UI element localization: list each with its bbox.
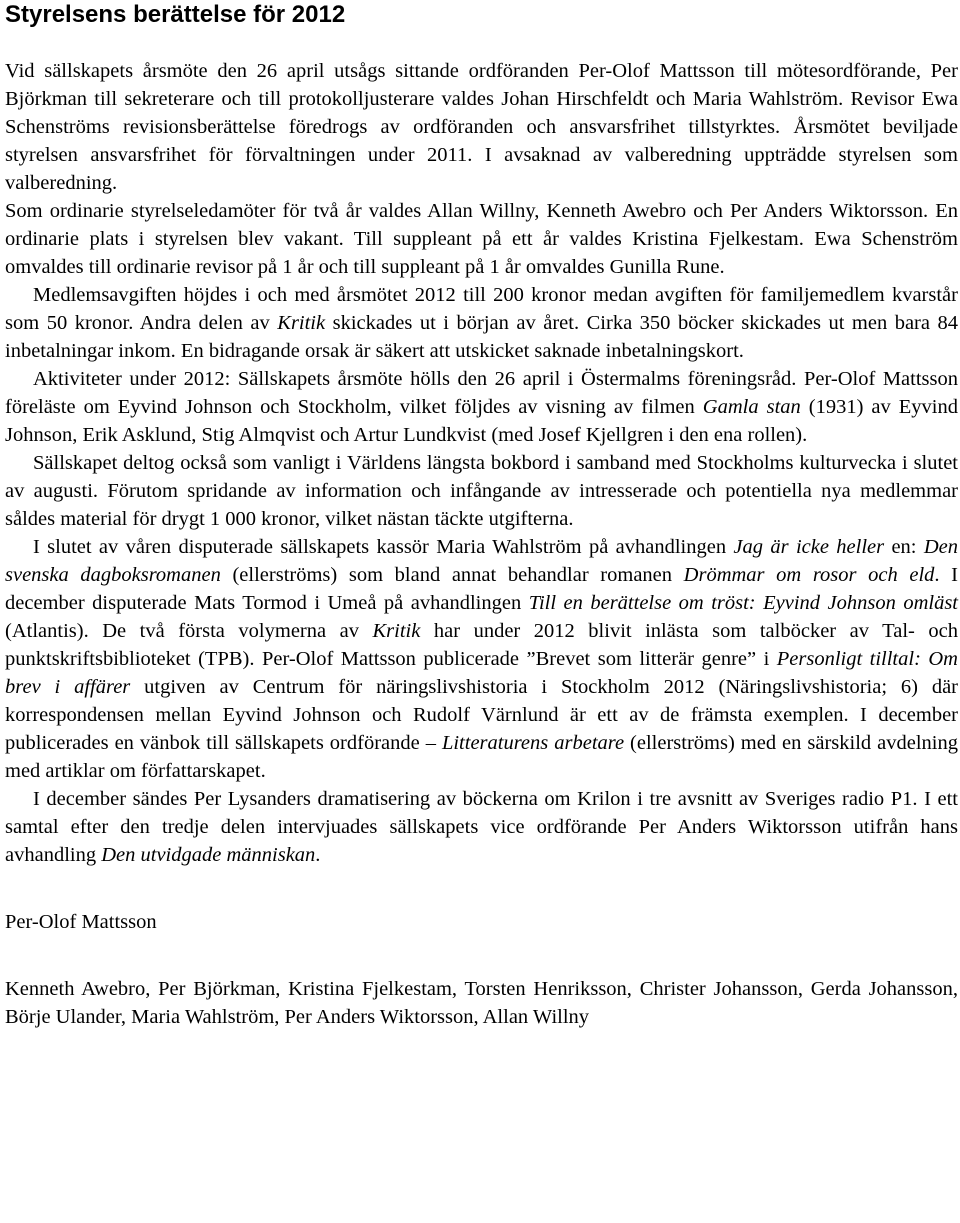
title-gamla-stan: Gamla stan [702, 396, 801, 418]
text-run: skickades ut i början av året. Cirka 350 böcker skickades ut men bara 84 inbetalningar inkom. En bidragande orsak är säkert att utskicket saknade inbetalningskort. [5, 312, 959, 362]
title-litteraturens-arbetare: Litteraturens arbetare [441, 732, 625, 754]
text-run: Sällskapet deltog också som vanligt i Världens längsta bokbord i samband med Stockholms kulturvecka i slutet av augusti. Förutom spridande av information och infångande av intresserade och potentiella nya medlemmar såldes material för drygt 1 000 kronor, vilket nästan täckte utgifterna. [5, 452, 958, 530]
paragraph-annual-meeting [5, 57, 958, 197]
title-kritik: Kritik [277, 312, 326, 334]
title-personligt-tilltal: Personligt tilltal: Om brev i affärer [5, 648, 958, 698]
title-drommar-om-rosor-och-eld: Drömmar om rosor och eld [683, 564, 935, 586]
document-title: Styrelsens berättelse för 2012 [5, 1, 346, 28]
text-run: . [315, 844, 321, 866]
text-run: . I december disputerade Mats Tormod i Umeå på avhandlingen [5, 564, 959, 614]
text-run: utgiven av Centrum för näringslivshistoria i Stockholm 2012 (Näringslivshistoria; 6) där korrespondensen mellan Eyvind Johnson och Rudolf Värnlund är ett av de främsta exemplen. I december publicerades en vänbok till sällskapets ordförande – [5, 676, 959, 754]
title-till-en-berattelse-om-trost: Till en berättelse om tröst: Eyvind Johnson omläst [528, 592, 958, 614]
text-run: Medlemsavgiften höjdes i och med årsmötet 2012 till 200 kronor medan avgiften för familjemedlem kvarstår som 50 kronor. Andra delen av [5, 284, 958, 334]
title-den-svenska-dagboksromanen: Den svenska dagboksromanen [5, 536, 959, 586]
text-run: Aktiviteter under 2012: Sällskapets årsmöte hölls den 26 april i Östermalms föreningsråd. Per-Olof Mattsson föreläste om Eyvind Johnson och Stockholm, vilket följdes av visning av filmen [5, 368, 958, 418]
text-run: (ellerströms) som bland annat behandlar romanen [220, 564, 684, 586]
paragraph-dissertations [5, 533, 958, 785]
signature: Per-Olof Mattsson [5, 911, 157, 933]
title-jag-ar-icke-heller: Jag är icke heller [733, 536, 885, 558]
paragraph-radio-krilon [5, 785, 958, 869]
title-den-utvidgade-manniskan: Den utvidgade människan [101, 844, 316, 866]
text-run: Vid sällskapets årsmöte den 26 april utsågs sittande ordföranden Per-Olof Mattsson till mötesordförande, Per Björkman till sekreterare och till protokolljusterare valdes Johan Hirschfeldt och Maria Wahlström. Revisor Ewa Schenströms revisionsberättelse föredrogs av ordföranden och ansvarsfrihet tillstyrktes. Årsmötet beviljade styrelsen ansvarsfrihet för förvaltningen under 2011. I avsaknad av valberedning uppträdde styrelsen som valberedning. [5, 60, 958, 194]
text-run: en: [884, 536, 924, 558]
board-members: Kenneth Awebro, Per Björkman, Kristina Fjelkestam, Torsten Henriksson, Christer Johansson, Gerda Johansson, Börje Ulander, Maria Wahlström, Per Anders Wiktorsson, Allan Willny [5, 978, 958, 1028]
text-run: har under 2012 blivit inlästa som talböcker av Tal- och punktskriftsbiblioteket (TPB). Per-Olof Mattsson publicerade ”Brevet som litterär genre” i [5, 620, 958, 670]
text-run: I december sändes Per Lysanders dramatisering av böckerna om Krilon i tre avsnitt av Sveriges radio P1. I ett samtal efter den tredje delen intervjuades sällskapets vice ordförande Per Anders Wiktorsson utifrån hans avhandling [5, 788, 958, 866]
paragraph-book-table [5, 449, 958, 533]
paragraph-membership-fee [5, 281, 958, 365]
text-run: I slutet av våren disputerade sällskapets kassör Maria Wahlström på avhandlingen [33, 536, 734, 558]
text-run: (1931) av Eyvind Johnson, Erik Asklund, Stig Almqvist och Artur Lundkvist (med Josef Kjellgren i den ena rollen). [5, 396, 958, 446]
text-run: Som ordinarie styrelseledamöter för två år valdes Allan Willny, Kenneth Awebro och Per Anders Wiktorsson. En ordinarie plats i styrelsen blev vakant. Till suppleant på ett år valdes Kristina Fjelkestam. Ewa Schenström omvaldes till ordinarie revisor på 1 år och till suppleant på 1 år omvaldes Gunilla Rune. [5, 200, 958, 278]
document-body [5, 57, 958, 869]
paragraph-board-election [5, 197, 958, 281]
text-run: (Atlantis). De två första volymerna av [5, 620, 373, 642]
text-run: (ellerströms) med en särskild avdelning med artiklar om författarskapet. [5, 732, 958, 782]
title-kritik: Kritik [372, 620, 421, 642]
paragraph-activities [5, 365, 958, 449]
